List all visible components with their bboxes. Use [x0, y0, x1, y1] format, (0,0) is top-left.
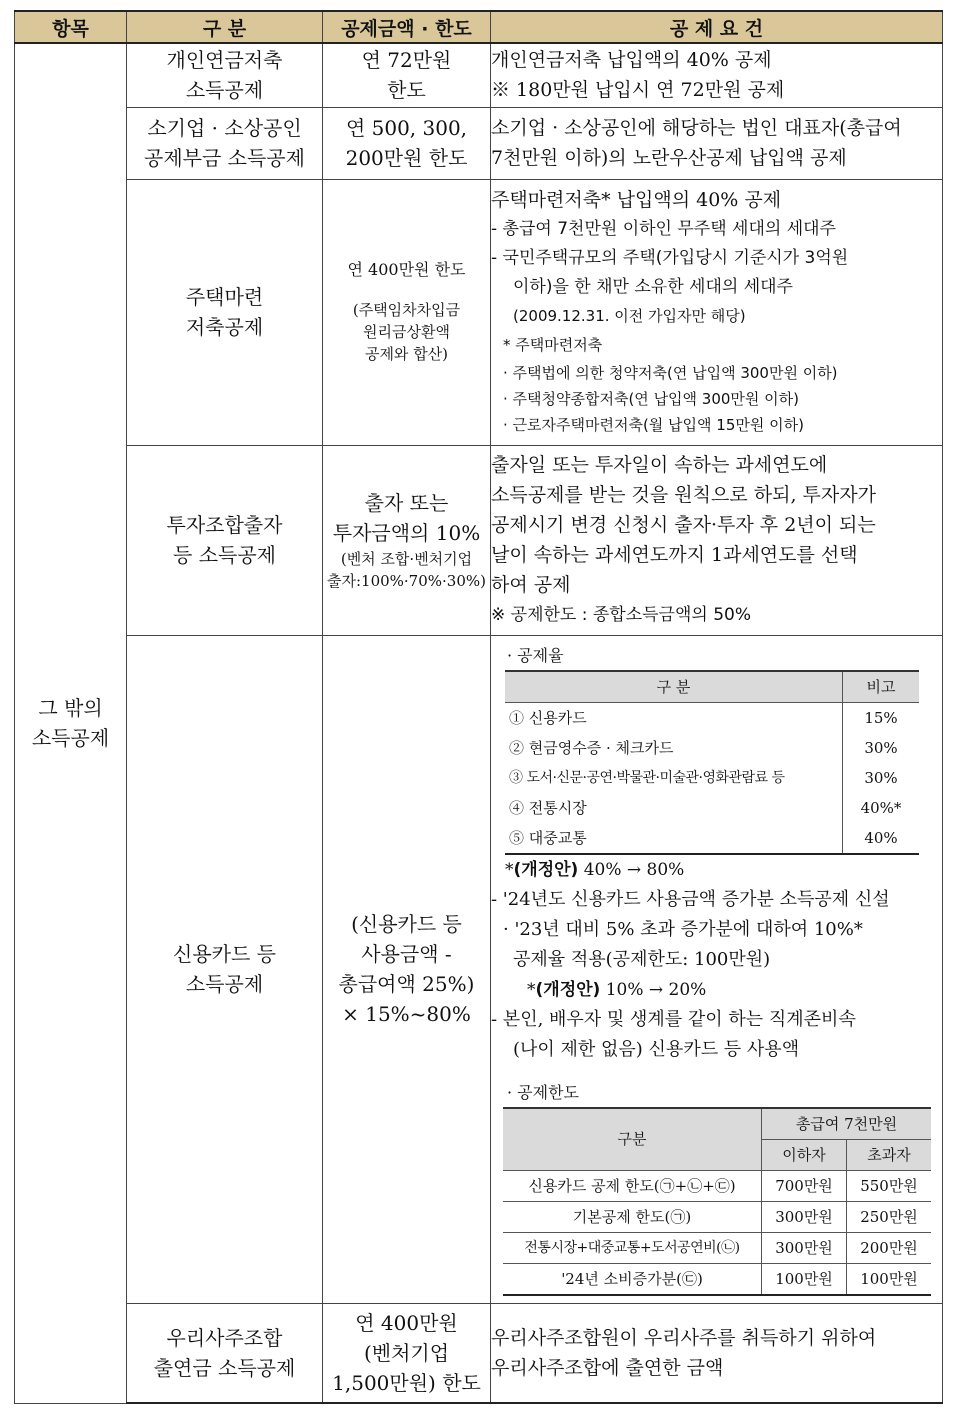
requirement-line: 공제시기 변경 신청시 출자·투자 후 2년이 되는 — [491, 514, 876, 536]
amount-line: 원리금상환액 — [363, 323, 450, 341]
amount-line: 총급여액 25%) — [338, 972, 475, 996]
card-note-bold: (개정안) — [535, 979, 601, 1000]
header-requirement: 공 제 요 건 — [491, 11, 943, 43]
table-row — [15, 43, 943, 107]
amount-line: 연 72만원 — [361, 48, 452, 73]
table-header-row — [15, 11, 943, 43]
limit-value: 300만원 — [762, 1201, 847, 1232]
requirement-line: 하여 공제 — [491, 574, 571, 596]
category-line: 소득공제 — [31, 726, 110, 751]
limit-value: 100만원 — [762, 1263, 847, 1295]
header-item: 항목 — [15, 11, 127, 43]
requirement-line: 개인연금저축 납입액의 40% 공제 — [491, 49, 772, 72]
limit-label: 신용카드 공제 한도(㉠+㉡+㉢) — [503, 1170, 762, 1201]
limit-row — [503, 1263, 931, 1295]
card-note-prefix: * — [527, 979, 536, 1000]
rate-row — [505, 702, 919, 733]
table-row — [15, 445, 943, 635]
name-line: 소기업 · 소상공인 — [147, 116, 302, 140]
requirement-line: 날이 속하는 과세연도까지 1과세연도를 선택 — [491, 544, 858, 566]
name-line: 등 소득공제 — [173, 543, 276, 567]
requirement-line: ※ 공제한도 : 종합소득금액의 50% — [491, 605, 752, 625]
card-note: 공제율 적용(공제한도: 100만원) — [513, 948, 771, 970]
limit-label: '24년 소비증가분(㉢) — [503, 1263, 762, 1295]
amount-line: 출자:100%·70%·30%) — [327, 572, 486, 590]
amount-line: × 15%~80% — [342, 1002, 471, 1026]
requirement-cell — [491, 635, 943, 1303]
limit-header-group: 총급여 7천만원 — [762, 1108, 932, 1140]
requirement-line: 소기업 · 소상공인에 해당하는 법인 대표자(총급여 — [491, 117, 902, 139]
rate-row — [505, 733, 919, 763]
rate-header-note: 비고 — [843, 671, 920, 703]
name-line: 주택마련 — [185, 285, 264, 309]
rate-note-bold: (개정안) — [513, 859, 579, 880]
requirement-line: · 근로자주택마련저축(월 납입액 15만원 이하) — [503, 416, 804, 434]
rate-title: · 공제율 — [507, 645, 564, 665]
name-cell — [127, 43, 323, 107]
rate-note-prefix: * — [505, 859, 514, 880]
card-note-amend — [491, 975, 942, 1005]
requirement-line: 출자일 또는 투자일이 속하는 과세연도에 — [491, 454, 828, 476]
card-note: (나이 제한 없음) 신용카드 등 사용액 — [513, 1038, 800, 1060]
name-line: 소득공제 — [185, 78, 264, 103]
rate-table — [505, 670, 919, 855]
category-line: 그 밖의 — [38, 696, 103, 721]
limit-value: 100만원 — [847, 1263, 932, 1295]
card-note: - '24년도 신용카드 사용금액 증가분 소득공제 신설 — [491, 888, 890, 910]
amount-line: 투자금액의 10% — [332, 521, 481, 545]
rate-label: ④ 전통시장 — [509, 798, 587, 817]
name-line: 공제부금 소득공제 — [144, 146, 305, 170]
limit-row — [503, 1232, 931, 1263]
rate-row — [505, 763, 919, 793]
rate-header-category: 구 분 — [505, 671, 843, 703]
limit-row — [503, 1170, 931, 1201]
deduction-table — [14, 10, 943, 1404]
requirement-cell — [491, 107, 943, 179]
amount-cell — [323, 107, 491, 179]
limit-value: 300만원 — [762, 1232, 847, 1263]
limit-header-over: 초과자 — [847, 1139, 932, 1170]
card-note: · '23년 대비 5% 초과 증가분에 대하여 10%* — [503, 918, 863, 940]
amount-cell — [323, 43, 491, 107]
limit-value: 250만원 — [847, 1201, 932, 1232]
requirement-line: - 국민주택규모의 주택(가입당시 기준시가 3억원 — [491, 248, 849, 268]
requirement-line: 소득공제를 받는 것을 원칙으로 하되, 투자자가 — [491, 484, 876, 506]
rate-value: 15% — [843, 702, 920, 733]
name-line: 저축공제 — [185, 315, 264, 339]
header-category: 구 분 — [127, 11, 323, 43]
rate-header-row — [505, 671, 919, 703]
limit-label: 전통시장+대중교통+도서공연비(㉡) — [503, 1232, 762, 1263]
requirement-line: (2009.12.31. 이전 가입자만 해당) — [513, 307, 746, 325]
rate-label: ① 신용카드 — [509, 708, 587, 727]
rate-row — [505, 823, 919, 854]
requirement-line: - 총급여 7천만원 이하인 무주택 세대의 세대주 — [491, 219, 836, 239]
requirement-line: 7천만원 이하)의 노란우산공제 납입액 공제 — [491, 147, 847, 169]
requirement-cell — [491, 445, 943, 635]
rate-value: 40%* — [843, 793, 920, 823]
table-row — [15, 107, 943, 179]
requirement-line: · 주택청약종합저축(연 납입액 300만원 이하) — [503, 390, 800, 408]
limit-table — [503, 1107, 931, 1296]
name-cell — [127, 635, 323, 1303]
amount-cell — [323, 179, 491, 445]
amount-cell — [323, 1303, 491, 1403]
rate-label: ② 현금영수증 · 체크카드 — [509, 738, 674, 757]
name-line: 투자조합출자 — [166, 513, 283, 537]
requirement-line: ※ 180만원 납입시 연 72만원 공제 — [491, 79, 785, 102]
amount-line: 사용금액 - — [361, 942, 452, 966]
limit-title: · 공제한도 — [507, 1082, 579, 1102]
name-cell — [127, 107, 323, 179]
name-cell — [127, 1303, 323, 1403]
requirement-line: 우리사주조합에 출연한 금액 — [491, 1356, 724, 1379]
amount-line: (벤처 조합·벤처기업 — [340, 550, 473, 568]
rate-note-rest: 40% → 80% — [578, 859, 685, 880]
amount-cell — [323, 635, 491, 1303]
amount-line: 공제와 합산) — [364, 345, 449, 363]
amount-line: 200만원 한도 — [345, 146, 468, 170]
rate-label: ③ 도서·신문·공연·박물관·미술관·영화관람료 등 — [509, 769, 785, 786]
card-note: - 본인, 배우자 및 생계를 같이 하는 직계존비속 — [491, 1008, 856, 1030]
requirement-line: 우리사주조합원이 우리사주를 취득하기 위하여 — [491, 1326, 877, 1349]
rate-note — [491, 855, 942, 885]
amount-line: 한도 — [387, 78, 426, 103]
name-line: 개인연금저축 — [166, 48, 283, 73]
table-row — [15, 1303, 943, 1403]
limit-value: 700만원 — [762, 1170, 847, 1201]
name-line: 출연금 소득공제 — [153, 1355, 296, 1380]
requirement-cell — [491, 1303, 943, 1403]
rate-label: ⑤ 대중교통 — [505, 823, 843, 854]
rate-value: 40% — [843, 823, 920, 854]
amount-line: (주택임차차입금 — [352, 301, 461, 319]
amount-line: 1,500만원) 한도 — [332, 1370, 481, 1395]
amount-line: (신용카드 등 — [351, 912, 462, 936]
limit-header-under: 이하자 — [762, 1139, 847, 1170]
name-cell — [127, 179, 323, 445]
limit-row — [503, 1201, 931, 1232]
name-line: 신용카드 등 — [173, 942, 276, 966]
requirement-line: 주택마련저축* 납입액의 40% 공제 — [491, 189, 782, 211]
table-row — [15, 635, 943, 1303]
limit-header-row — [503, 1108, 931, 1140]
header-amount: 공제금액 · 한도 — [323, 11, 491, 43]
amount-line: 출자 또는 — [364, 491, 449, 515]
amount-line: (벤처기업 — [363, 1340, 450, 1365]
amount-line: 연 400만원 한도 — [347, 260, 466, 279]
requirement-line: · 주택법에 의한 청약저축(연 납입액 300만원 이하) — [503, 364, 838, 382]
name-line: 소득공제 — [185, 972, 264, 996]
limit-label: 기본공제 한도(㉠) — [503, 1201, 762, 1232]
card-note-rest: 10% → 20% — [600, 979, 707, 1000]
amount-cell — [323, 445, 491, 635]
requirement-cell — [491, 179, 943, 445]
limit-value: 200만원 — [847, 1232, 932, 1263]
amount-line: 연 400만원 — [355, 1310, 458, 1335]
deduction-table-page — [14, 10, 942, 1404]
rate-value: 30% — [843, 763, 920, 793]
amount-line: 연 500, 300, — [345, 116, 468, 140]
name-cell — [127, 445, 323, 635]
name-line: 우리사주조합 — [166, 1325, 283, 1350]
rate-value: 30% — [843, 733, 920, 763]
requirement-line: 이하)을 한 채만 소유한 세대의 세대주 — [513, 277, 793, 297]
table-row — [15, 179, 943, 445]
limit-value: 550만원 — [847, 1170, 932, 1201]
limit-header-category: 구분 — [503, 1108, 762, 1171]
category-cell — [15, 43, 127, 1403]
requirement-line: * 주택마련저축 — [503, 336, 603, 354]
requirement-cell — [491, 43, 943, 107]
rate-row — [505, 793, 919, 823]
